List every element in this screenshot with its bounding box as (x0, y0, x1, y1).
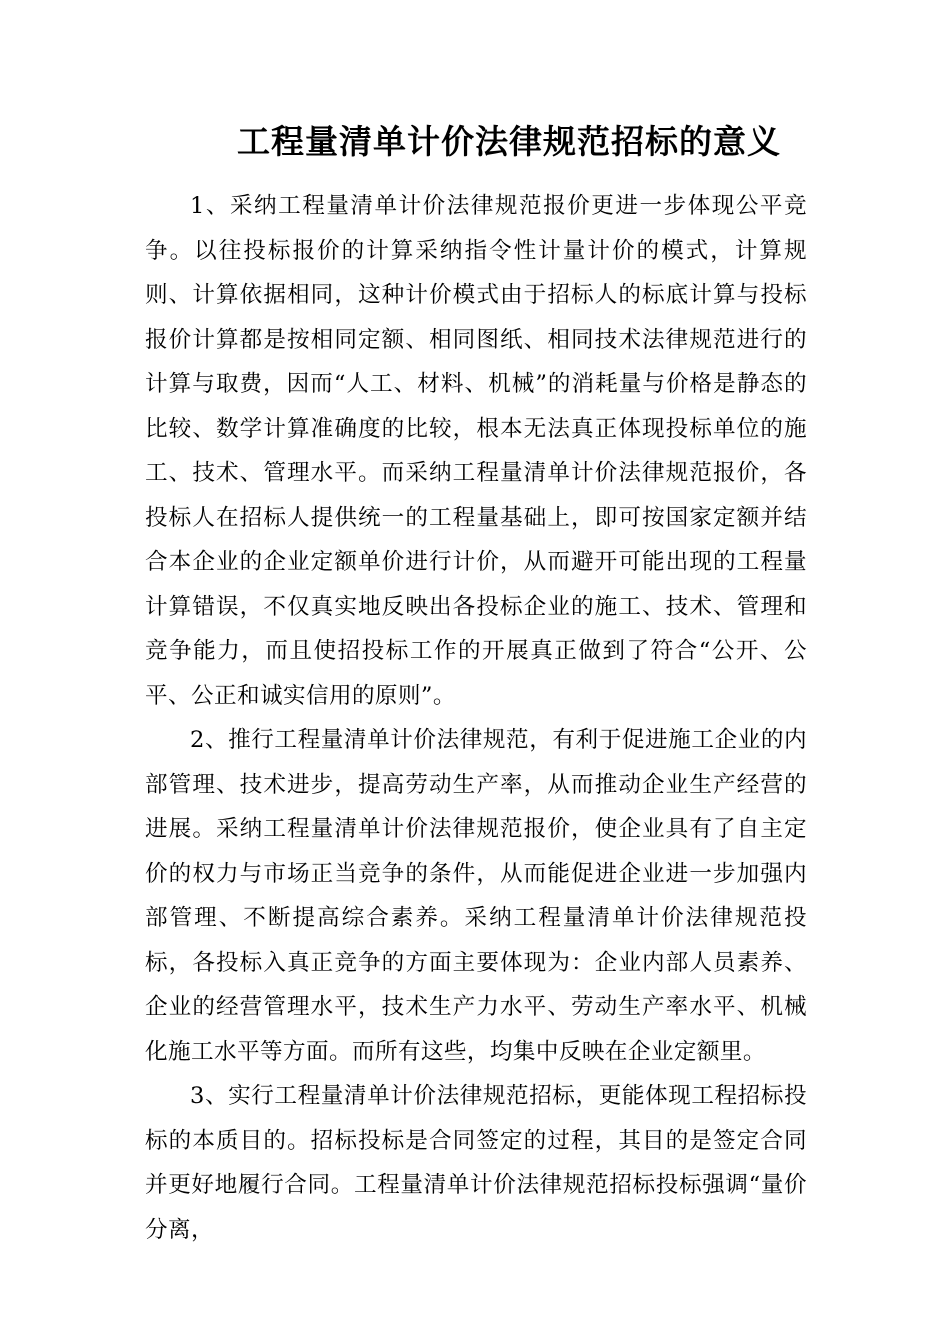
paragraph-3: 3、实行工程量清单计价法律规范招标，更能体现工程招标投标的本质目的。招标投标是合同签定的过程，其目的是签定合同并更好地履行合同。工程量清单计价法律规范招标投标强调“量价分离， (145, 1083, 807, 1243)
document-body (145, 184, 807, 1252)
paragraph-2: 2、推行工程量清单计价法律规范，有利于促进施工企业的内部管理、技术进步，提高劳动生产率，从而推动企业生产经营的进展。采纳工程量清单计价法律规范报价，使企业具有了自主定价的权力与市场正当竞争的条件，从而能促进企业进一步加强内部管理、不断提高综合素养。采纳工程量清单计价法律规范投标，各投标入真正竞争的方面主要体现为：企业内部人员素养、企业的经营管理水平，技术生产力水平、劳动生产率水平、机械化施工水平等方面。而所有这些，均集中反映在企业定额里。 (145, 727, 807, 1065)
paragraph-1: 1、采纳工程量清单计价法律规范报价更进一步体现公平竞争。以往投标报价的计算采纳指令性计量计价的模式，计算规则、计算依据相同，这种计价模式由于招标人的标底计算与投标报价计算都是按相同定额、相同图纸、相同技术法律规范进行的计算与取费，因而“人工、材料、机械”的消耗量与价格是静态的比较、数学计算准确度的比较，根本无法真正体现投标单位的施工、技术、管理水平。而采纳工程量清单计价法律规范报价，各投标人在招标人提供统一的工程量基础上，即可按国家定额并结合本企业的企业定额单价进行计价，从而避开可能出现的工程量计算错误，不仅真实地反映出各投标企业的施工、技术、管理和竞争能力，而且使招投标工作的开展真正做到了符合“公开、公平、公正和诚实信用的原则”。 (145, 193, 807, 709)
document-title: 工程量清单计价法律规范招标的意义 (237, 122, 781, 161)
